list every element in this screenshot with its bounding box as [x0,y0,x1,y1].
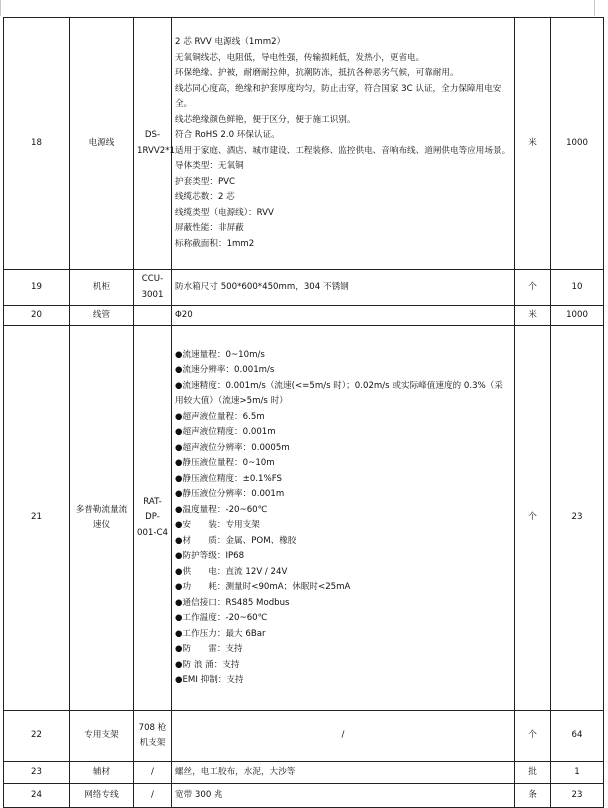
item-name: 线管 [70,306,134,326]
item-name: 辅材 [70,762,134,784]
item-unit: 米 [515,18,551,270]
table-row [4,326,604,711]
description-line: ●防 浪 涌：支持 [175,659,240,670]
description-line: ●材 质：金属、POM、橡胶 [175,535,297,546]
description-line: ●超声液位量程：6.5m [175,411,265,422]
item-model: 708 枪机支架 [134,711,172,762]
row-number: 18 [4,18,70,270]
item-unit: 个 [515,270,551,306]
item-description [172,270,515,306]
item-name: 网络专线 [70,784,134,808]
description-line: ●流速量程：0~10m/s [175,349,265,360]
description-line: ●供 电：直流 12V / 24V [175,566,288,577]
description-line: 宽带 300 兆 [175,789,223,800]
description-line: ●静压液位量程：0~10m [175,458,275,468]
table-row [4,711,604,762]
description-line: ●EMI 抑制：支持 [175,675,244,685]
item-description [172,326,515,711]
item-unit: 批 [515,762,551,784]
description-line: 2 芯 RVV 电源线（1mm2） [175,37,286,47]
description-line: ●工作压力：最大 6Bar [175,628,266,639]
item-name: 多普勒流量流速仪 [70,326,134,711]
description-line: ●防 雷：支持 [175,644,243,654]
item-unit: 条 [515,784,551,808]
description-line: ●静压液位分辨率：0.001m [175,489,285,499]
description-line: 无氧铜线芯，电阻低，导电性强，传输损耗低，发热小，更省电。 [175,52,425,63]
item-description [172,18,515,270]
description-line: 屏蔽性能：非屏蔽 [175,223,244,233]
item-quantity: 1000 [551,306,604,326]
description-line: 线芯同心度高，绝缘和护套厚度均匀，防止击穿，符合国家 3C 认证，全力保障用电安全。 [175,83,502,109]
item-name: 专用支架 [70,711,134,762]
row-number: 20 [4,306,70,326]
description-line: 防水箱尺寸 500*600*450mm，304 不锈钢 [175,281,349,292]
description-line: ●超声液位分辨率：0.0005m [175,442,290,453]
description-line: 适用于家庭、酒店、城市建设、工程装修、监控供电、音响布线、道闸供电等应用场景。 [175,145,511,156]
description-line: ●流速分辨率：0.001m/s [175,365,275,375]
item-model: DS-1RVV2*1 [134,18,172,270]
page-corner-guide-right [594,0,595,16]
description-line: ●超声液位精度：0.001m [175,427,276,437]
item-model: CCU-3001 [134,270,172,306]
description-line: 符合 RoHS 2.0 环保认证。 [175,130,280,140]
description-line: ●防护等级：IP68 [175,551,245,561]
item-quantity: 23 [551,326,604,711]
description-line: ●流速精度：0.001m/s（流速(<=5m/s 时）；0.02m/s 或实际峰值速度的 0.3%（采用较大值）（流速>5m/s 时） [175,380,503,406]
description-line: 线芯绝缘颜色鲜艳，便于区分，便于施工识别。 [175,114,356,125]
item-description [172,711,515,762]
description-line: 环保绝缘、护被，耐磨耐拉伸，抗潮防冻，抵抗各种恶劣气候，可靠耐用。 [175,68,459,78]
item-name: 机柜 [70,270,134,306]
description-line: 标称截面积：1mm2 [175,238,255,249]
item-quantity: 10 [551,270,604,306]
row-number: 24 [4,784,70,808]
item-model: / [134,784,172,808]
item-model [134,306,172,326]
description-line: 导体类型：无氧铜 [175,161,244,171]
row-number: 22 [4,711,70,762]
description-line: ●工作温度：-20~60℃ [175,613,268,623]
item-quantity: 23 [551,784,604,808]
description-line: / [341,730,345,741]
item-model: / [134,762,172,784]
item-quantity: 64 [551,711,604,762]
item-description [172,762,515,784]
item-description [172,784,515,808]
table-row [4,762,604,784]
item-quantity: 1 [551,762,604,784]
description-line: ●功 耗：测量时<90mA；休眠时<25mA [175,582,351,592]
item-unit: 个 [515,326,551,711]
table-row [4,270,604,306]
page-corner-guide-left [0,0,1,16]
description-line: ●静压液位精度：±0.1%FS [175,473,282,484]
item-unit: 米 [515,306,551,326]
table-row [4,306,604,326]
description-line: ●安 装：专用支架 [175,520,260,530]
table-row [4,784,604,808]
description-line: Φ20 [175,309,193,320]
item-model: RAT-DP-001-C4 [134,326,172,711]
item-quantity: 1000 [551,18,604,270]
row-number: 21 [4,326,70,711]
item-description [172,306,515,326]
description-line: ●通信接口：RS485 Modbus [175,597,290,608]
row-number: 19 [4,270,70,306]
description-line: 护套类型：PVC [175,176,236,187]
description-line: 螺丝，电工胶布，水泥，大沙等 [175,766,296,777]
row-number: 23 [4,762,70,784]
spec-table [3,17,604,808]
description-line: 线缆类型（电源线）：RVV [175,207,274,218]
table-row [4,18,604,270]
description-line: ●温度量程：-20~60℃ [175,504,268,515]
description-line: 线缆芯数：2 芯 [175,192,235,202]
item-unit: 个 [515,711,551,762]
item-name: 电源线 [70,18,134,270]
